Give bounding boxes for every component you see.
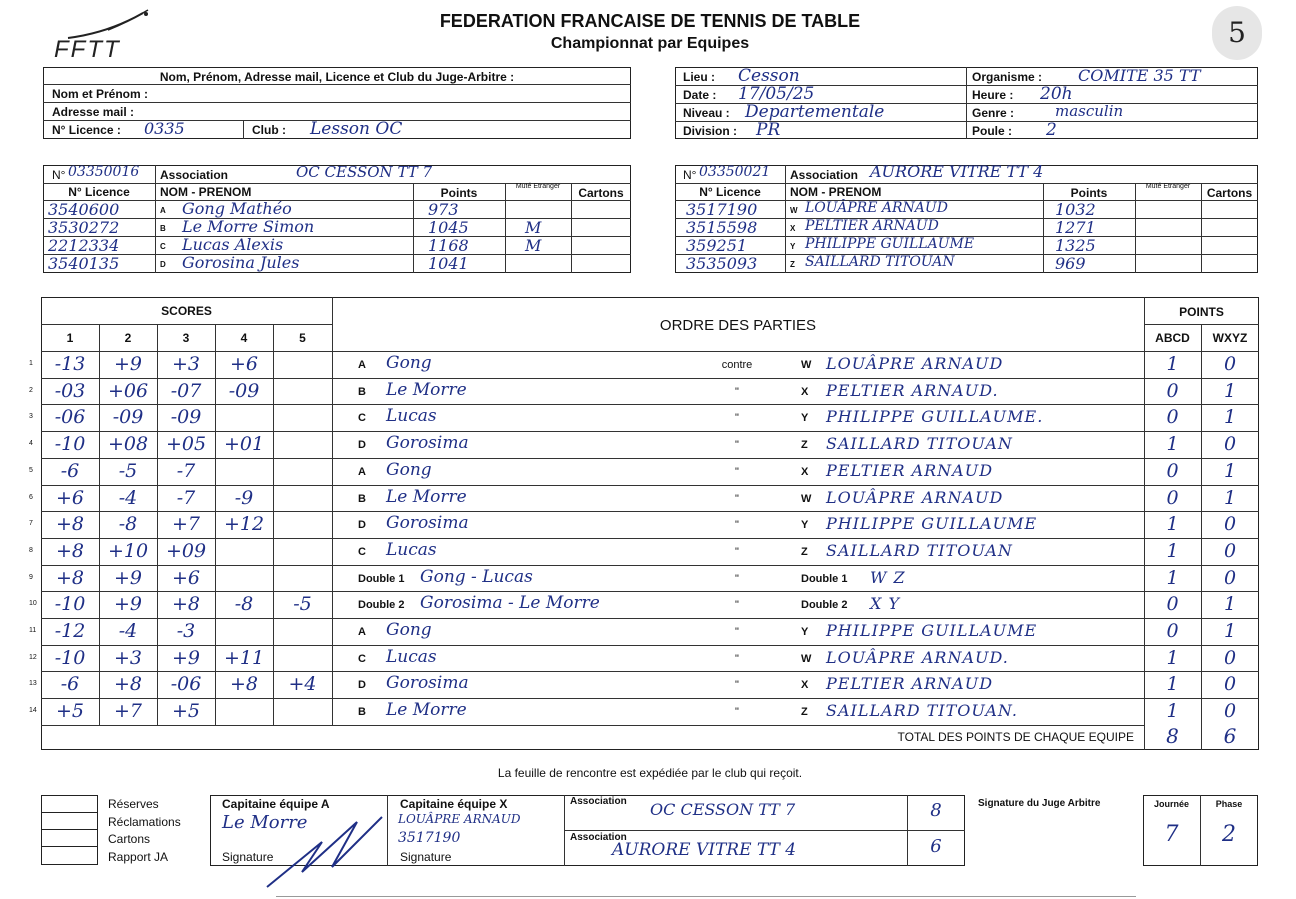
right-player-letter: W: [801, 653, 812, 665]
ditto-mark: ": [735, 493, 739, 505]
set-score: -3: [176, 620, 196, 642]
left-player-name: Le Morre: [386, 487, 467, 507]
division-value: PR: [756, 120, 781, 140]
set-score: +01: [223, 433, 265, 455]
points-abcd: 1: [1166, 353, 1179, 375]
player-name: Le Morre Simon: [182, 217, 315, 236]
referee-licence-value: 0335: [144, 119, 185, 138]
set-score: -5: [293, 593, 312, 615]
left-player-letter: Double 2: [358, 599, 405, 611]
ditto-mark: ": [735, 573, 739, 585]
date-label: Date :: [683, 88, 717, 102]
set-score: +12: [223, 513, 265, 535]
fftt-logo: [48, 8, 158, 62]
right-player-name: W Z: [870, 568, 906, 587]
points-wxyz: 0: [1223, 540, 1237, 562]
referee-club-label: Club :: [252, 123, 286, 137]
scores-heading: SCORES: [161, 304, 212, 318]
set-score: -8: [118, 513, 138, 535]
journee-value: 7: [1164, 822, 1179, 847]
team-a-col-cartons: Cartons: [578, 186, 624, 200]
player-points: 1032: [1055, 200, 1096, 219]
row-number: 1: [29, 360, 33, 367]
points-wxyz: 1: [1223, 487, 1237, 509]
player-mute: M: [525, 218, 542, 237]
team-a-col-mute: Muté Etranger: [515, 183, 561, 190]
right-player-name: SAILLARD TITOUAN: [826, 541, 1013, 560]
left-player-letter: C: [358, 653, 366, 665]
points-abcd: 0: [1166, 380, 1179, 402]
left-player-letter: B: [358, 386, 366, 398]
right-player-name: SAILLARD TITOUAN: [826, 434, 1013, 453]
left-player-name: Gorosima: [386, 433, 469, 453]
left-player-name: Gong: [386, 620, 432, 640]
assoc-a-score: 8: [930, 800, 942, 821]
set-score: +05: [165, 433, 207, 455]
assoc-a-value: OC CESSON TT 7: [650, 800, 796, 819]
row-number: 8: [29, 547, 33, 554]
referee-heading: Nom, Prénom, Adresse mail, Licence et Club du Juge-Arbitre :: [159, 70, 515, 84]
left-player-letter: A: [358, 626, 366, 638]
team-x-number: 03350021: [699, 164, 771, 180]
left-player-name: Gong - Lucas: [420, 567, 533, 587]
left-player-name: Le Morre: [386, 700, 467, 720]
player-licence: 3540600: [48, 200, 120, 219]
set-score: +8: [55, 513, 84, 535]
referee-name-label: Nom et Prénom :: [52, 87, 149, 101]
player-name: Gorosina Jules: [182, 253, 300, 272]
row-number: 2: [29, 387, 33, 394]
ditto-mark: ": [735, 706, 739, 718]
points-abcd: 0: [1166, 620, 1179, 642]
team-x-col-name: NOM - PRENOM: [790, 185, 882, 199]
right-player-name: LOUÂPRE ARNAUD: [826, 354, 1004, 373]
points-abcd: 1: [1166, 540, 1179, 562]
player-points: 1168: [428, 236, 469, 255]
player-licence: 3517190: [686, 200, 758, 219]
reserves-box-4[interactable]: [41, 846, 98, 865]
total-abcd: 8: [1166, 724, 1179, 748]
genre-label: Genre :: [972, 106, 1015, 120]
points-wxyz: 1: [1223, 460, 1237, 482]
row-number: 12: [29, 654, 37, 661]
set-score: +7: [171, 513, 200, 535]
set-header-2: 2: [124, 331, 132, 345]
organisme-value: COMITE 35 TT: [1078, 66, 1201, 85]
row-number: 14: [29, 707, 37, 714]
poule-label: Poule :: [972, 124, 1013, 138]
player-name: SAILLARD TITOUAN: [805, 254, 955, 270]
set-score: +6: [171, 567, 200, 589]
right-player-letter: W: [801, 359, 812, 371]
left-player-name: Gong: [386, 353, 432, 373]
set-score: +5: [171, 700, 200, 722]
set-score: -4: [118, 487, 138, 509]
set-score: -09: [170, 406, 202, 428]
player-letter: X: [790, 224, 796, 233]
phase-value: 2: [1222, 822, 1236, 847]
right-player-name: X Y: [870, 594, 901, 613]
points-abcd: 0: [1166, 406, 1179, 428]
right-player-letter: X: [801, 679, 809, 691]
player-name: LOUÂPRE ARNAUD: [805, 200, 948, 216]
division-label: Division :: [683, 124, 738, 138]
niveau-value: Departementale: [745, 102, 885, 122]
right-player-letter: Y: [801, 412, 809, 424]
team-a-box: [43, 165, 631, 273]
assoc-x-value: AURORE VITRE TT 4: [612, 840, 797, 860]
left-player-name: Lucas: [386, 406, 437, 426]
set-score: -7: [176, 460, 196, 482]
set-score: +3: [171, 353, 200, 375]
set-score: +8: [55, 567, 84, 589]
left-player-name: Gong: [386, 460, 432, 480]
row-number: 9: [29, 574, 33, 581]
player-letter: W: [790, 206, 798, 215]
set-score: -12: [54, 620, 86, 642]
points-heading: POINTS: [1179, 305, 1224, 319]
points-abcd: 1: [1166, 673, 1179, 695]
set-score: +4: [288, 673, 317, 695]
left-player-letter: A: [358, 359, 366, 371]
tricolor-badge: [1212, 6, 1262, 60]
set-score: -6: [60, 460, 80, 482]
set-header-4: 4: [240, 331, 248, 345]
player-name: PHILIPPE GUILLAUME: [805, 236, 975, 252]
heure-value: 20h: [1040, 84, 1073, 104]
set-score: -10: [54, 647, 86, 669]
reserves-box-1[interactable]: [41, 795, 98, 813]
set-score: +09: [165, 540, 207, 562]
team-x-col-licence: N° Licence: [699, 185, 761, 199]
referee-club-value: Lesson OC: [310, 119, 403, 139]
points-wxyz: 1: [1223, 406, 1237, 428]
journee-label: Journée: [1153, 799, 1189, 809]
left-player-name: Lucas: [386, 540, 437, 560]
points-wxyz: 0: [1223, 673, 1237, 695]
ditto-mark: ": [735, 679, 739, 691]
player-letter: C: [160, 242, 166, 251]
ditto-mark: ": [735, 599, 739, 611]
team-a-association-value: OC CESSON TT 7: [296, 163, 433, 181]
right-player-letter: Double 1: [801, 573, 848, 585]
set-score: -09: [112, 406, 144, 428]
left-player-name: Lucas: [386, 647, 437, 667]
assoc-x-label: Association: [570, 832, 627, 843]
set-score: -06: [54, 406, 86, 428]
points-wxyz: 1: [1223, 593, 1237, 615]
team-a-number: 03350016: [68, 164, 140, 180]
page-subtitle: Championnat par Equipes: [550, 35, 750, 52]
ditto-mark: ": [735, 412, 739, 424]
left-player-letter: A: [358, 466, 366, 478]
rapport-ja-label: Rapport JA: [108, 850, 169, 864]
left-player-letter: C: [358, 546, 366, 558]
row-number: 3: [29, 413, 33, 420]
genre-value: masculin: [1055, 102, 1124, 120]
player-points: 969: [1055, 254, 1086, 273]
left-player-name: Gorosima - Le Morre: [420, 593, 600, 613]
reserves-box-2[interactable]: [41, 812, 98, 830]
total-label: TOTAL DES POINTS DE CHAQUE EQUIPE: [897, 730, 1134, 744]
right-player-name: LOUÂPRE ARNAUD.: [826, 648, 1009, 667]
reclamations-label: Réclamations: [108, 815, 181, 829]
set-score: +9: [171, 647, 200, 669]
set-score: +5: [55, 700, 84, 722]
set-score: -13: [54, 353, 86, 375]
lieu-value: Cesson: [738, 66, 800, 86]
ordre-heading: ORDRE DES PARTIES: [659, 317, 817, 334]
team-a-col-name: NOM - PRENOM: [160, 185, 252, 199]
captain-a-signature-scrawl-icon: [262, 812, 392, 892]
right-player-name: PELTIER ARNAUD.: [826, 381, 999, 400]
set-score: -8: [234, 593, 254, 615]
team-x-col-cartons: Cartons: [1206, 186, 1253, 200]
set-score: -09: [228, 380, 260, 402]
set-score: +8: [171, 593, 200, 615]
cartons-label: Cartons: [108, 832, 151, 846]
abcd-heading: ABCD: [1155, 331, 1190, 345]
reserves-label: Réserves: [108, 797, 159, 811]
heure-label: Heure :: [972, 88, 1014, 102]
team-a-association-label: Association: [160, 168, 229, 182]
points-abcd: 1: [1166, 647, 1179, 669]
right-player-letter: Y: [801, 626, 809, 638]
captain-a-value: Le Morre: [222, 812, 308, 833]
set-score: -06: [170, 673, 202, 695]
player-licence: 2212334: [48, 236, 120, 255]
player-name: Lucas Alexis: [182, 235, 284, 254]
player-points: 1271: [1055, 218, 1096, 237]
left-player-letter: B: [358, 706, 366, 718]
captain-x-licence: 3517190: [398, 830, 461, 846]
row-number: 13: [29, 680, 37, 687]
points-wxyz: 0: [1223, 567, 1237, 589]
set-header-1: 1: [66, 331, 74, 345]
player-points: 1325: [1055, 236, 1096, 255]
player-letter: D: [160, 260, 166, 269]
captain-x-label: Capitaine équipe X: [400, 797, 508, 811]
ditto-mark: ": [735, 626, 739, 638]
set-score: -5: [118, 460, 138, 482]
set-header-5: 5: [299, 331, 306, 345]
right-player-name: PELTIER ARNAUD: [826, 674, 994, 693]
row-number: 7: [29, 520, 33, 527]
sent-note: La feuille de rencontre est expédiée par le club qui reçoit.: [497, 766, 803, 780]
right-player-name: SAILLARD TITOUAN.: [826, 701, 1018, 720]
set-score: -07: [170, 380, 202, 402]
set-score: -03: [54, 380, 86, 402]
left-player-letter: C: [358, 412, 366, 424]
points-wxyz: 0: [1223, 513, 1237, 535]
ditto-mark: ": [735, 653, 739, 665]
set-score: +6: [229, 353, 258, 375]
row-number: 11: [29, 627, 37, 634]
reserves-box-3[interactable]: [41, 829, 98, 847]
player-licence: 3530272: [48, 218, 120, 237]
page-title: FEDERATION FRANCAISE DE TENNIS DE TABLE: [439, 11, 861, 31]
right-player-letter: X: [801, 386, 809, 398]
captain-a-signature-label: Signature: [222, 850, 274, 864]
judge-signature-label: Signature du Juge Arbitre: [978, 798, 1101, 809]
team-x-association-label: Association: [790, 168, 859, 182]
points-abcd: 0: [1166, 593, 1179, 615]
wxyz-heading: WXYZ: [1212, 331, 1248, 345]
set-score: +9: [113, 353, 142, 375]
points-abcd: 1: [1166, 513, 1179, 535]
row-number: 4: [29, 440, 33, 447]
player-licence: 359251: [686, 236, 748, 255]
set-score: +3: [113, 647, 142, 669]
team-a-col-points: Points: [440, 186, 478, 200]
player-points: 1045: [428, 218, 469, 237]
set-score: -9: [234, 487, 254, 509]
player-letter: A: [160, 206, 166, 215]
team-a-col-licence: N° Licence: [68, 185, 130, 199]
player-points: 1041: [428, 254, 469, 273]
ditto-mark: ": [735, 466, 739, 478]
poule-value: 2: [1046, 120, 1057, 140]
set-score: +11: [223, 647, 265, 669]
ditto-mark: ": [735, 386, 739, 398]
contre-label: contre: [721, 359, 753, 371]
player-letter: B: [160, 224, 166, 233]
set-score: +9: [113, 593, 142, 615]
player-licence: 3515598: [686, 218, 758, 237]
right-player-letter: Z: [801, 439, 808, 451]
right-player-name: PHILIPPE GUILLAUME: [826, 621, 1038, 640]
right-player-name: LOUÂPRE ARNAUD: [826, 488, 1004, 507]
right-player-name: PELTIER ARNAUD: [826, 461, 994, 480]
right-player-letter: Double 2: [801, 599, 848, 611]
set-score: +8: [113, 673, 142, 695]
set-score: +7: [113, 700, 142, 722]
set-score: -6: [60, 673, 80, 695]
date-value: 17/05/25: [738, 84, 815, 104]
team-x-col-mute: Muté Etranger: [1145, 183, 1191, 190]
lieu-label: Lieu :: [683, 70, 715, 84]
set-score: -10: [54, 593, 86, 615]
bottom-rule: [276, 896, 1136, 897]
player-letter: Z: [790, 260, 795, 269]
team-a-number-prefix: N°: [52, 168, 66, 182]
right-player-name: PHILIPPE GUILLAUME: [826, 514, 1038, 533]
right-player-name: PHILIPPE GUILLAUME.: [826, 407, 1044, 426]
points-wxyz: 1: [1223, 380, 1237, 402]
player-name: PELTIER ARNAUD: [805, 218, 939, 234]
points-abcd: 1: [1166, 700, 1179, 722]
total-wxyz: 6: [1223, 724, 1237, 748]
team-x-association-value: AURORE VITRE TT 4: [870, 162, 1044, 181]
team-x-box: [675, 165, 1258, 273]
points-abcd: 0: [1166, 460, 1179, 482]
set-score: -4: [118, 620, 138, 642]
player-licence: 3535093: [686, 254, 758, 273]
set-header-3: 3: [182, 331, 190, 345]
player-name: Gong Mathéo: [182, 199, 292, 218]
set-score: +9: [113, 567, 142, 589]
set-score: +08: [107, 433, 149, 455]
right-player-letter: X: [801, 466, 809, 478]
ditto-mark: ": [735, 519, 739, 531]
points-abcd: 1: [1166, 433, 1179, 455]
left-player-letter: D: [358, 439, 366, 451]
ditto-mark: ": [735, 546, 739, 558]
right-player-letter: Z: [801, 546, 808, 558]
row-number: 5: [29, 467, 33, 474]
ditto-mark: ": [735, 439, 739, 451]
left-player-letter: D: [358, 519, 366, 531]
player-letter: Y: [790, 242, 796, 251]
row-number: 6: [29, 494, 33, 501]
set-score: +10: [107, 540, 149, 562]
logo-text: FFTT: [54, 36, 121, 63]
set-score: +6: [55, 487, 84, 509]
left-player-letter: D: [358, 679, 366, 691]
points-abcd: 1: [1166, 567, 1179, 589]
team-x-number-prefix: N°: [683, 168, 697, 182]
assoc-x-score: 6: [930, 836, 942, 857]
assoc-a-label: Association: [570, 796, 627, 807]
left-player-letter: B: [358, 493, 366, 505]
set-score: +8: [229, 673, 258, 695]
right-player-letter: Z: [801, 706, 808, 718]
left-player-name: Gorosima: [386, 513, 469, 533]
player-mute: M: [525, 236, 542, 255]
captain-a-label: Capitaine équipe A: [222, 797, 330, 811]
set-score: -7: [176, 487, 196, 509]
points-abcd: 0: [1166, 487, 1179, 509]
organisme-label: Organisme :: [972, 70, 1043, 84]
points-wxyz: 0: [1223, 647, 1237, 669]
left-player-name: Gorosima: [386, 673, 469, 693]
left-player-name: Le Morre: [386, 380, 467, 400]
player-licence: 3540135: [48, 254, 120, 273]
referee-licence-label: N° Licence :: [52, 123, 121, 137]
set-score: +8: [55, 540, 84, 562]
badge-number: 5: [1228, 16, 1246, 49]
set-score: -10: [54, 433, 86, 455]
player-points: 973: [428, 200, 459, 219]
right-player-letter: W: [801, 493, 812, 505]
referee-email-label: Adresse mail :: [52, 105, 135, 119]
phase-label: Phase: [1215, 799, 1243, 809]
points-wxyz: 0: [1223, 700, 1237, 722]
row-number: 10: [29, 600, 37, 607]
points-wxyz: 1: [1223, 620, 1237, 642]
points-wxyz: 0: [1223, 353, 1237, 375]
captain-x-value: LOUÂPRE ARNAUD: [398, 812, 521, 826]
right-player-letter: Y: [801, 519, 809, 531]
set-score: +06: [107, 380, 149, 402]
captain-x-signature-label: Signature: [400, 850, 452, 864]
niveau-label: Niveau :: [683, 106, 730, 120]
points-wxyz: 0: [1223, 433, 1237, 455]
team-x-col-points: Points: [1070, 186, 1108, 200]
left-player-letter: Double 1: [358, 573, 405, 585]
